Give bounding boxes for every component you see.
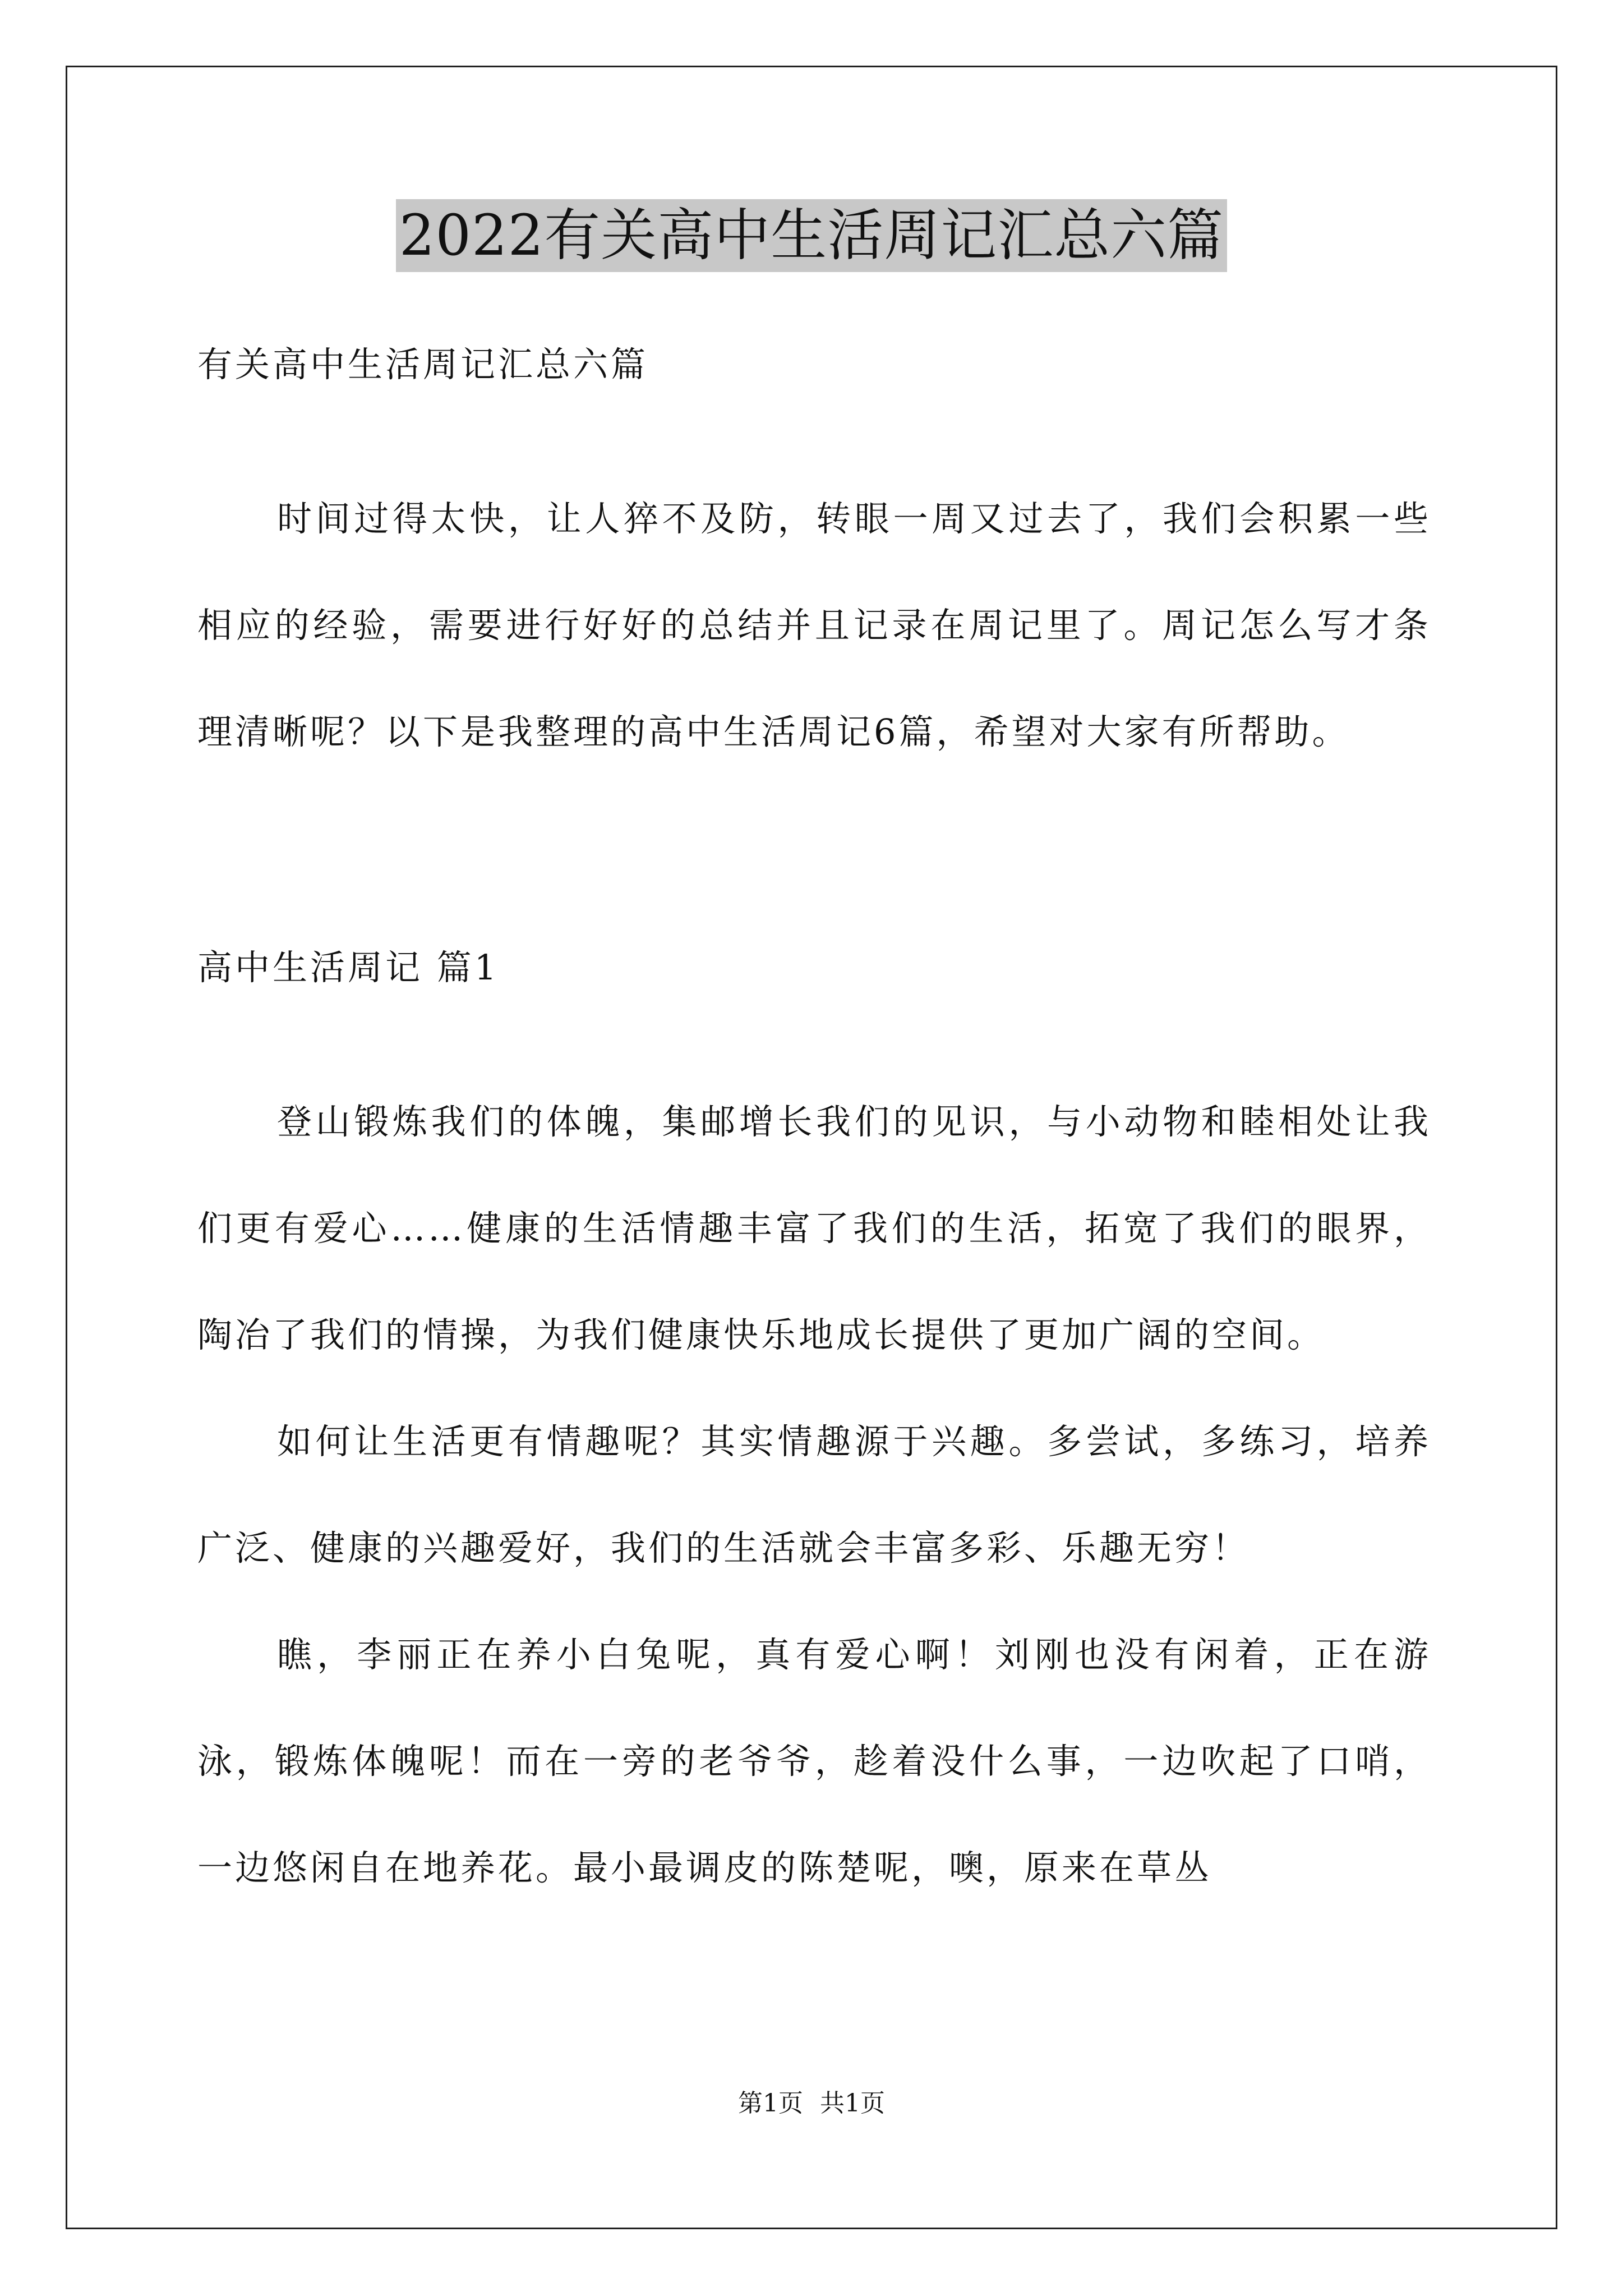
body-paragraph-1: 登山锻炼我们的体魄，集邮增长我们的见识，与小动物和睦相处让我们更有爱心……健康的生活情趣丰富了我们的生活，拓宽了我们的眼界，陶冶了我们的情操，为我们健康快乐地成长提供了更加广阔的空间。 — [197, 1101, 1431, 1355]
body-paragraph-3: 瞧，李丽正在养小白兔呢，真有爱心啊！刘刚也没有闲着，正在游泳，锻炼体魄呢！而在一旁的老爷爷，趁着没什么事，一边吹起了口哨，一边悠闲自在地养花。最小最调皮的陈楚呢，噢，原来在草丛 — [197, 1634, 1431, 1888]
page-number-total: 共1页 — [820, 2089, 885, 2118]
intro-paragraph: 时间过得太快，让人猝不及防，转眼一周又过去了，我们会积累一些相应的经验，需要进行好好的总结并且记录在周记里了。周记怎么写才条理清晰呢？以下是我整理的高中生活周记6篇，希望对大家有所帮助。 — [197, 498, 1431, 752]
document-title: 2022有关高中生活周记汇总六篇 — [396, 199, 1228, 272]
title-container — [0, 199, 1623, 272]
page-footer — [0, 2087, 1623, 2120]
page-number-current: 第1页 — [738, 2089, 803, 2118]
body-paragraph-2: 如何让生活更有情趣呢？其实情趣源于兴趣。多尝试，多练习，培养广泛、健康的兴趣爱好，我们的生活就会丰富多彩、乐趣无穷！ — [197, 1421, 1431, 1568]
section-heading: 高中生活周记 篇1 — [197, 947, 500, 988]
document-body — [197, 311, 1431, 1921]
document-subtitle: 有关高中生活周记汇总六篇 — [197, 344, 649, 385]
